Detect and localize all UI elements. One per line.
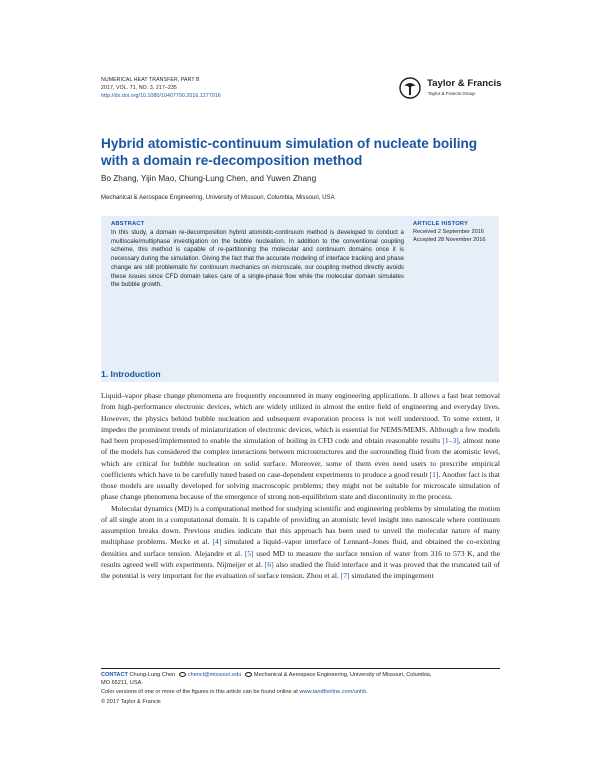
email-envelope-icon bbox=[179, 672, 186, 677]
paragraph-2-text-c: used MD to measure the surface tension of water from 316 to 573 K, and the results agreed well with experiments. Nijmeijer et al. bbox=[101, 548, 500, 569]
footnote-divider bbox=[101, 668, 500, 669]
article-history-heading: ARTICLE HISTORY bbox=[413, 221, 469, 227]
contact-footnote bbox=[101, 672, 501, 680]
journal-header bbox=[101, 76, 221, 101]
paragraph-1 bbox=[101, 390, 500, 503]
journal-name: NUMERICAL HEAT TRANSFER, PART B bbox=[101, 77, 200, 83]
copyright: © 2017 Taylor & Francis bbox=[101, 699, 161, 705]
citation-link[interactable]: [4] bbox=[212, 537, 222, 547]
affiliation: Mechanical & Aerospace Engineering, University of Missouri, Columbia, Missouri, USA bbox=[101, 194, 335, 201]
author-list: Bo Zhang, Yijin Mao, Chung-Lung Chen, and Yuwen Zhang bbox=[101, 174, 317, 183]
doi-link[interactable]: http://dx.doi.org/10.1080/10407790.2016.1277916 bbox=[101, 93, 221, 100]
title-line-2: with a domain re-decomposition method bbox=[101, 152, 363, 168]
article-title bbox=[101, 136, 491, 169]
abstract-heading: ABSTRACT bbox=[111, 221, 145, 227]
section-heading-introduction: 1. Introduction bbox=[101, 369, 161, 379]
paragraph-2-text-e: simulated the impingement bbox=[349, 571, 434, 580]
publisher-group: Taylor & Francis Group bbox=[428, 91, 475, 96]
paragraph-2-text-b: simulated a liquid–vapor interface of Lennard–Jones fluid, and obtained the co-existing densities and surface tension. Alejandre et al. bbox=[101, 537, 500, 558]
publisher-name: Taylor & Francis bbox=[427, 78, 502, 89]
title-line-1: Hybrid atomistic-continuum simulation of nucleate boiling bbox=[101, 136, 478, 151]
color-note-text: Color versions of one or more of the figures in this article can be found online at bbox=[101, 689, 300, 695]
paragraph-1-text-b: , almost none of the models has considered the complex interactions between microstructures and the surrounding fluid from the atomistic level, which are critical for bubble nucleation on solid surface. Moreover, some of them even need users to prescribe empirical coefficients which have to be carefully tuned based on case-dependent experiments to produce a good result bbox=[101, 436, 500, 479]
contact-email[interactable]: chencl@missouri.edu bbox=[187, 672, 242, 678]
contact-label: CONTACT bbox=[101, 672, 128, 678]
citation-link[interactable]: [7] bbox=[340, 571, 350, 580]
contact-address: Mechanical & Aerospace Engineering, University of Missouri, Columbia, bbox=[253, 672, 432, 678]
paragraph-1-text-c: . Another fact is that those models are usually developed for solving macroscopic problems; they might not be suitable for microscale simulation of phase change phenomena because of the emergence of strong non-equilibrium state and discontinuity in the process. bbox=[101, 469, 500, 502]
address-envelope-icon bbox=[245, 672, 252, 677]
paragraph-2-text-a: Molecular dynamics (MD) is a computational method for studying scientific and engineering problems by simulating the motion of all single atom in a computational domain. It is capable of providing an atomistic level insight into nanoscale where continuum assumption breaks down. Previous studies indicate that this approach has been used to unveil the molecular nature of many multiphase problems. Mecke et al. bbox=[101, 503, 500, 547]
received-date: Received 2 September 2016 bbox=[413, 229, 484, 235]
contact-name: Chung-Lung Chen bbox=[129, 672, 176, 678]
body-text bbox=[101, 390, 500, 581]
accepted-date: Accepted 28 November 2016 bbox=[413, 237, 486, 243]
citation-link[interactable]: [1–3] bbox=[442, 436, 459, 445]
abstract-text: In this study, a domain re-decomposition hybrid atomistic-continuum method is developed to conduct a multiscale/multiphase investigation on the bubble nucleation. In addition to the conventional coupling scheme, this method is capable of re-partitioning the molecular and continuum domains once it is necessary during the simulation. Giving the fact that the accurate modeling of interface tracking and phase change are still problematic for continuum mechanics on microscale, our coupling method directly avoids these issues since CFD domain takes care of a single-phase flow while the molecular domain simulates the bubble growth. bbox=[111, 229, 404, 289]
citation-link[interactable]: [5] bbox=[244, 548, 254, 558]
paragraph-1-text-a: Liquid–vapor phase change phenomena are frequently encountered in many engineering applications. It allows a fast heat removal from high-performance electronic devices, which are widely utilized in almost the entire field of engineering and everyday lives. However, the physics behind bubble nucleation and subsequent evaporation process is not well understood. To some extent, it impedes the prominent trends of miniaturization of electronic devices, which is essential for NEMS/MEMS. Although a few models had been proposed/implemented to enable the simulation of boiling in CFD code and obtain reasonable results bbox=[101, 391, 500, 445]
journal-volume: 2017, VOL. 71, NO. 3, 217–235 bbox=[101, 85, 177, 92]
paragraph-2 bbox=[101, 503, 500, 582]
citation-link[interactable]: [1] bbox=[429, 469, 439, 479]
color-note: Color versions of one or more of the figures in this article can be found online at www.tandfonline.com/unhb. bbox=[101, 689, 368, 695]
tandfonline-link[interactable]: www.tandfonline.com/unhb bbox=[299, 689, 367, 695]
paragraph-2-text-d: also studied the fluid interface and it was proved that the truncated tail of the potential is very important for the evaluation of surface tension. Zhou et al. bbox=[101, 559, 500, 580]
citation-link[interactable]: [6] bbox=[264, 559, 274, 569]
contact-address-line-2: MO 65211, USA. bbox=[101, 680, 143, 686]
